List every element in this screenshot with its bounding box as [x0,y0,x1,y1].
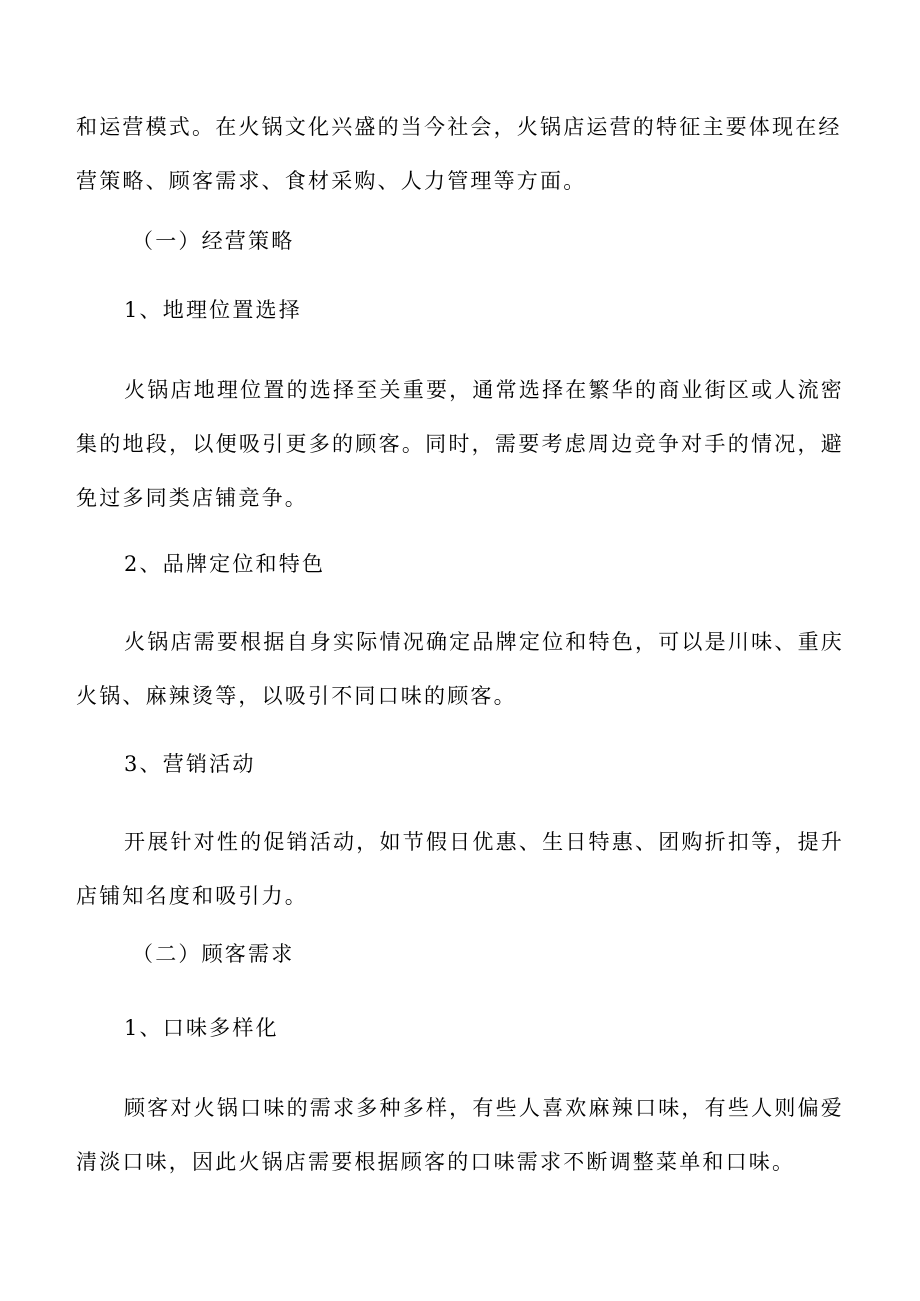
paragraph-continuation: 和运营模式。在火锅文化兴盛的当今社会，火锅店运营的特征主要体现在经营策略、顾客需求、食材采购、人力管理等方面。 [76,115,842,193]
paragraph-brand: 火锅店需要根据自身实际情况确定品牌定位和特色，可以是川味、重庆火锅、麻辣烫等，以吸引不同口味的顾客。 [76,630,844,708]
paragraph-taste-diversity: 顾客对火锅口味的需求多种多样，有些人喜欢麻辣口味，有些人则偏爱清淡口味，因此火锅店需要根据顾客的口味需求不断调整菜单和口味。 [76,1096,844,1174]
subheading-location: 1、地理位置选择 [124,298,302,322]
paragraph-location: 火锅店地理位置的选择至关重要，通常选择在繁华的商业街区或人流密集的地段，以便吸引更多的顾客。同时，需要考虑周边竞争对手的情况，避免过多同类店铺竞争。 [76,378,844,510]
subheading-taste-diversity: 1、口味多样化 [124,1016,279,1040]
subheading-brand: 2、品牌定位和特色 [124,552,326,576]
section-heading-customer-needs: （二）顾客需求 [132,942,295,966]
section-heading-operating-strategy: （一）经营策略 [132,229,295,253]
paragraph-marketing: 开展针对性的促销活动，如节假日优惠、生日特惠、团购折扣等，提升店铺知名度和吸引力。 [76,830,844,908]
subheading-marketing: 3、营销活动 [124,752,256,776]
